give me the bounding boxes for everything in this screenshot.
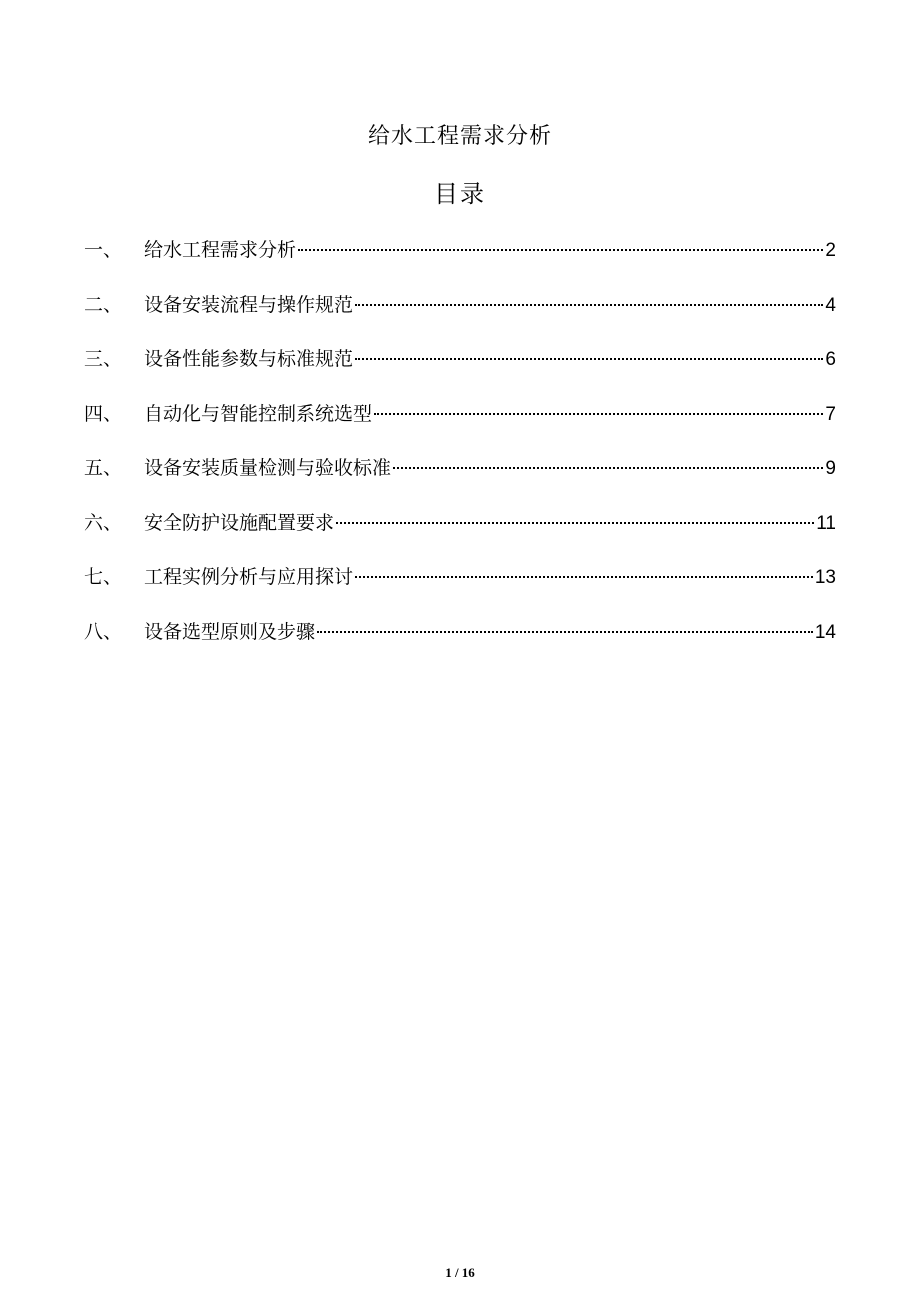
toc-dot-leader — [374, 413, 823, 415]
toc-entry-number: 七、 — [84, 566, 123, 588]
toc-entry-title: 工程实例分析与应用探讨 — [144, 566, 354, 588]
toc-entry-number: 六、 — [84, 511, 123, 534]
toc-dot-leader — [355, 358, 823, 360]
toc-entry-page: 14 — [814, 621, 836, 643]
toc-entry-number: 二、 — [84, 293, 123, 316]
toc-entry[interactable] — [84, 454, 836, 509]
toc-entry-number: 五、 — [84, 457, 123, 479]
toc-entry-number: 四、 — [84, 402, 123, 425]
document-title: 给水工程需求分析 — [367, 124, 552, 149]
toc-entry-page: 11 — [816, 512, 836, 534]
toc-entry-page: 13 — [814, 567, 836, 588]
toc-dot-leader — [298, 249, 823, 251]
toc-entry-title: 设备选型原则及步骤 — [144, 620, 316, 643]
toc-entry-title: 安全防护设施配置要求 — [144, 511, 335, 534]
table-of-contents — [84, 236, 836, 672]
toc-entry[interactable] — [84, 618, 836, 673]
toc-dot-leader — [336, 522, 814, 524]
toc-entry-number: 一、 — [84, 239, 123, 261]
toc-dot-leader — [355, 304, 823, 306]
toc-entry[interactable] — [84, 291, 836, 346]
toc-entry-title: 给水工程需求分析 — [144, 239, 297, 261]
toc-entry-page: 9 — [825, 458, 836, 479]
toc-entry-title: 自动化与智能控制系统选型 — [144, 402, 373, 425]
toc-entry-title: 设备安装流程与操作规范 — [144, 293, 354, 316]
toc-entry-title: 设备安装质量检测与验收标准 — [144, 457, 392, 479]
toc-entry[interactable] — [84, 236, 836, 291]
toc-entry-number: 八、 — [84, 620, 123, 643]
toc-dot-leader — [317, 631, 813, 633]
toc-entry[interactable] — [84, 563, 836, 618]
toc-entry-page: 4 — [825, 294, 836, 316]
page-number-footer: 1 / 16 — [445, 1265, 475, 1280]
toc-heading: 目录 — [434, 180, 486, 208]
toc-entry[interactable] — [84, 509, 836, 564]
toc-entry-page: 2 — [825, 240, 836, 261]
toc-dot-leader — [393, 467, 823, 469]
toc-entry-page: 6 — [825, 349, 836, 370]
toc-entry[interactable] — [84, 345, 836, 400]
toc-entry-number: 三、 — [84, 348, 123, 370]
toc-dot-leader — [355, 576, 813, 578]
toc-entry-page: 7 — [825, 403, 836, 425]
toc-entry[interactable] — [84, 400, 836, 455]
toc-entry-title: 设备性能参数与标准规范 — [144, 348, 354, 370]
